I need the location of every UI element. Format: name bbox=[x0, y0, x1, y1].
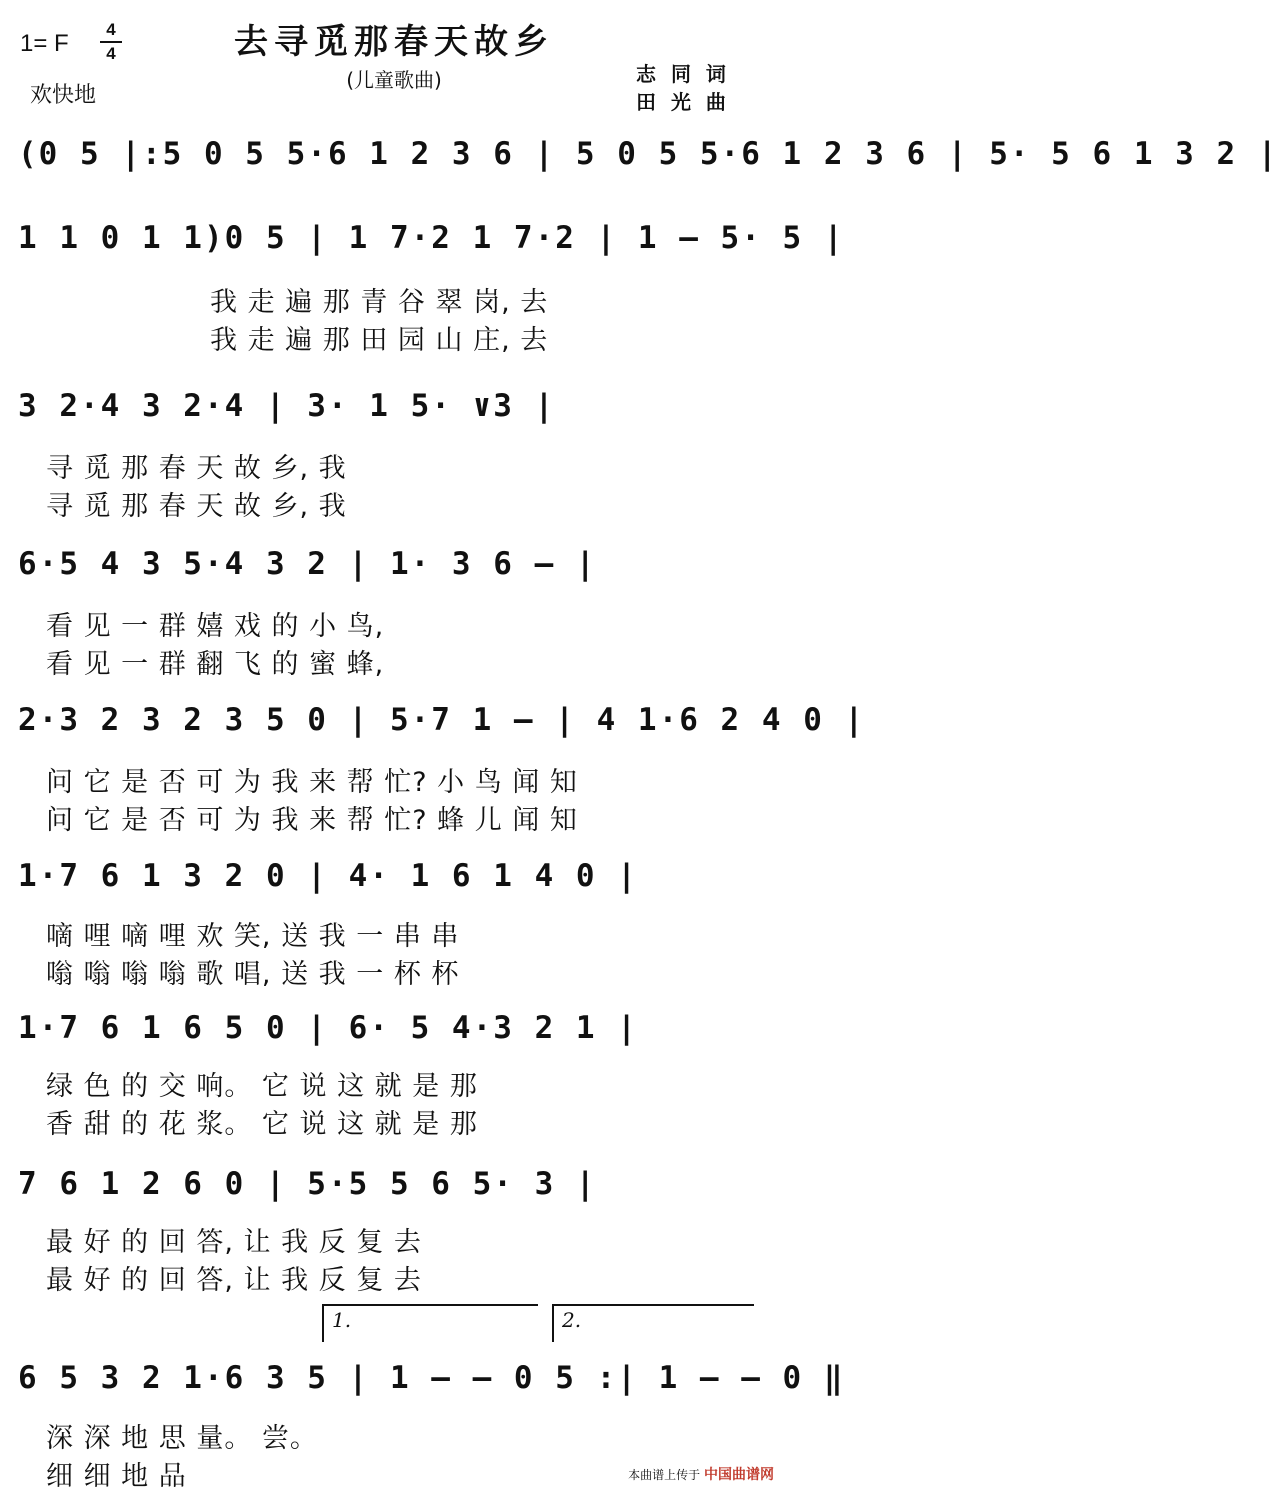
lyric-line-8b: 最 好 的 回 答, 让 我 反 复 去 bbox=[46, 1265, 422, 1296]
lyric-line-4a: 看 见 一 群 嬉 戏 的 小 鸟, bbox=[46, 611, 385, 642]
key-signature: 1= F bbox=[20, 30, 69, 57]
notes-line-8: 7 6 1 2 6 0 | 5·5 5 6 5· 3 | bbox=[18, 1166, 597, 1202]
notes-line-2: 1 1 0 1 1)0 5 | 1 7·2 1 7·2 | 1 — 5· 5 | bbox=[18, 220, 845, 256]
lyric-line-2a: 我 走 遍 那 青 谷 翠 岗, 去 bbox=[210, 287, 549, 318]
second-ending-label: 2. bbox=[562, 1308, 582, 1332]
upload-note-text: 本曲谱上传于 bbox=[628, 1468, 701, 1482]
lyric-line-9b: 细 细 地 品 bbox=[46, 1461, 187, 1492]
lyric-line-5a: 问 它 是 否 可 为 我 来 帮 忙? 小 鸟 闻 知 bbox=[46, 767, 578, 798]
site-logo-text: 中国曲谱网 bbox=[704, 1467, 774, 1483]
lyric-line-6a: 嘀 哩 嘀 哩 欢 笑, 送 我 一 串 串 bbox=[46, 921, 460, 952]
notes-line-9: 6 5 3 2 1·6 3 5 | 1 — — 0 5 :| 1 — — 0 ‖ bbox=[18, 1360, 845, 1396]
composer-credit: 田 光 曲 bbox=[636, 90, 730, 114]
second-ending-bracket bbox=[552, 1304, 754, 1342]
lyric-line-3a: 寻 觅 那 春 天 故 乡, 我 bbox=[46, 453, 347, 484]
meter-bottom: 4 bbox=[106, 44, 116, 63]
upload-note bbox=[628, 1464, 774, 1484]
lyric-line-4b: 看 见 一 群 翻 飞 的 蜜 蜂, bbox=[46, 649, 385, 680]
notes-line-1: (0 5 |:5 0 5 5·6 1 2 3 6 | 5 0 5 5·6 1 2 3 6 | 5· 5 6 1 3 2 | bbox=[18, 136, 1278, 172]
lyric-line-7a: 绿 色 的 交 响。 它 说 这 就 是 那 bbox=[46, 1071, 478, 1102]
lyric-line-6b: 嗡 嗡 嗡 嗡 歌 唱, 送 我 一 杯 杯 bbox=[46, 959, 460, 990]
meter-top: 4 bbox=[106, 20, 116, 39]
lyric-line-5b: 问 它 是 否 可 为 我 来 帮 忙? 蜂 儿 闻 知 bbox=[46, 805, 578, 836]
lyricist-credit: 志 同 词 bbox=[636, 62, 730, 86]
first-ending-bracket bbox=[322, 1304, 538, 1342]
lyric-line-2b: 我 走 遍 那 田 园 山 庄, 去 bbox=[210, 325, 549, 356]
lyric-line-7b: 香 甜 的 花 浆。 它 说 这 就 是 那 bbox=[46, 1109, 478, 1140]
notes-line-3: 3 2·4 3 2·4 | 3· 1 5· ∨3 | bbox=[18, 388, 556, 424]
lyric-line-8a: 最 好 的 回 答, 让 我 反 复 去 bbox=[46, 1227, 422, 1258]
notes-line-4: 6·5 4 3 5·4 3 2 | 1· 3 6 — | bbox=[18, 546, 597, 582]
notes-line-6: 1·7 6 1 3 2 0 | 4· 1 6 1 4 0 | bbox=[18, 858, 638, 894]
song-subtitle: (儿童歌曲) bbox=[346, 68, 442, 92]
first-ending-label: 1. bbox=[332, 1308, 352, 1332]
notes-line-7: 1·7 6 1 6 5 0 | 6· 5 4·3 2 1 | bbox=[18, 1010, 638, 1046]
song-title: 去寻觅那春天故乡 bbox=[234, 22, 554, 62]
lyric-line-9a: 深 深 地 思 量。 尝。 bbox=[46, 1423, 318, 1454]
notes-line-5: 2·3 2 3 2 3 5 0 | 5·7 1 — | 4 1·6 2 4 0 | bbox=[18, 702, 866, 738]
tempo-marking: 欢快地 bbox=[30, 83, 97, 108]
lyric-line-3b: 寻 觅 那 春 天 故 乡, 我 bbox=[46, 491, 347, 522]
